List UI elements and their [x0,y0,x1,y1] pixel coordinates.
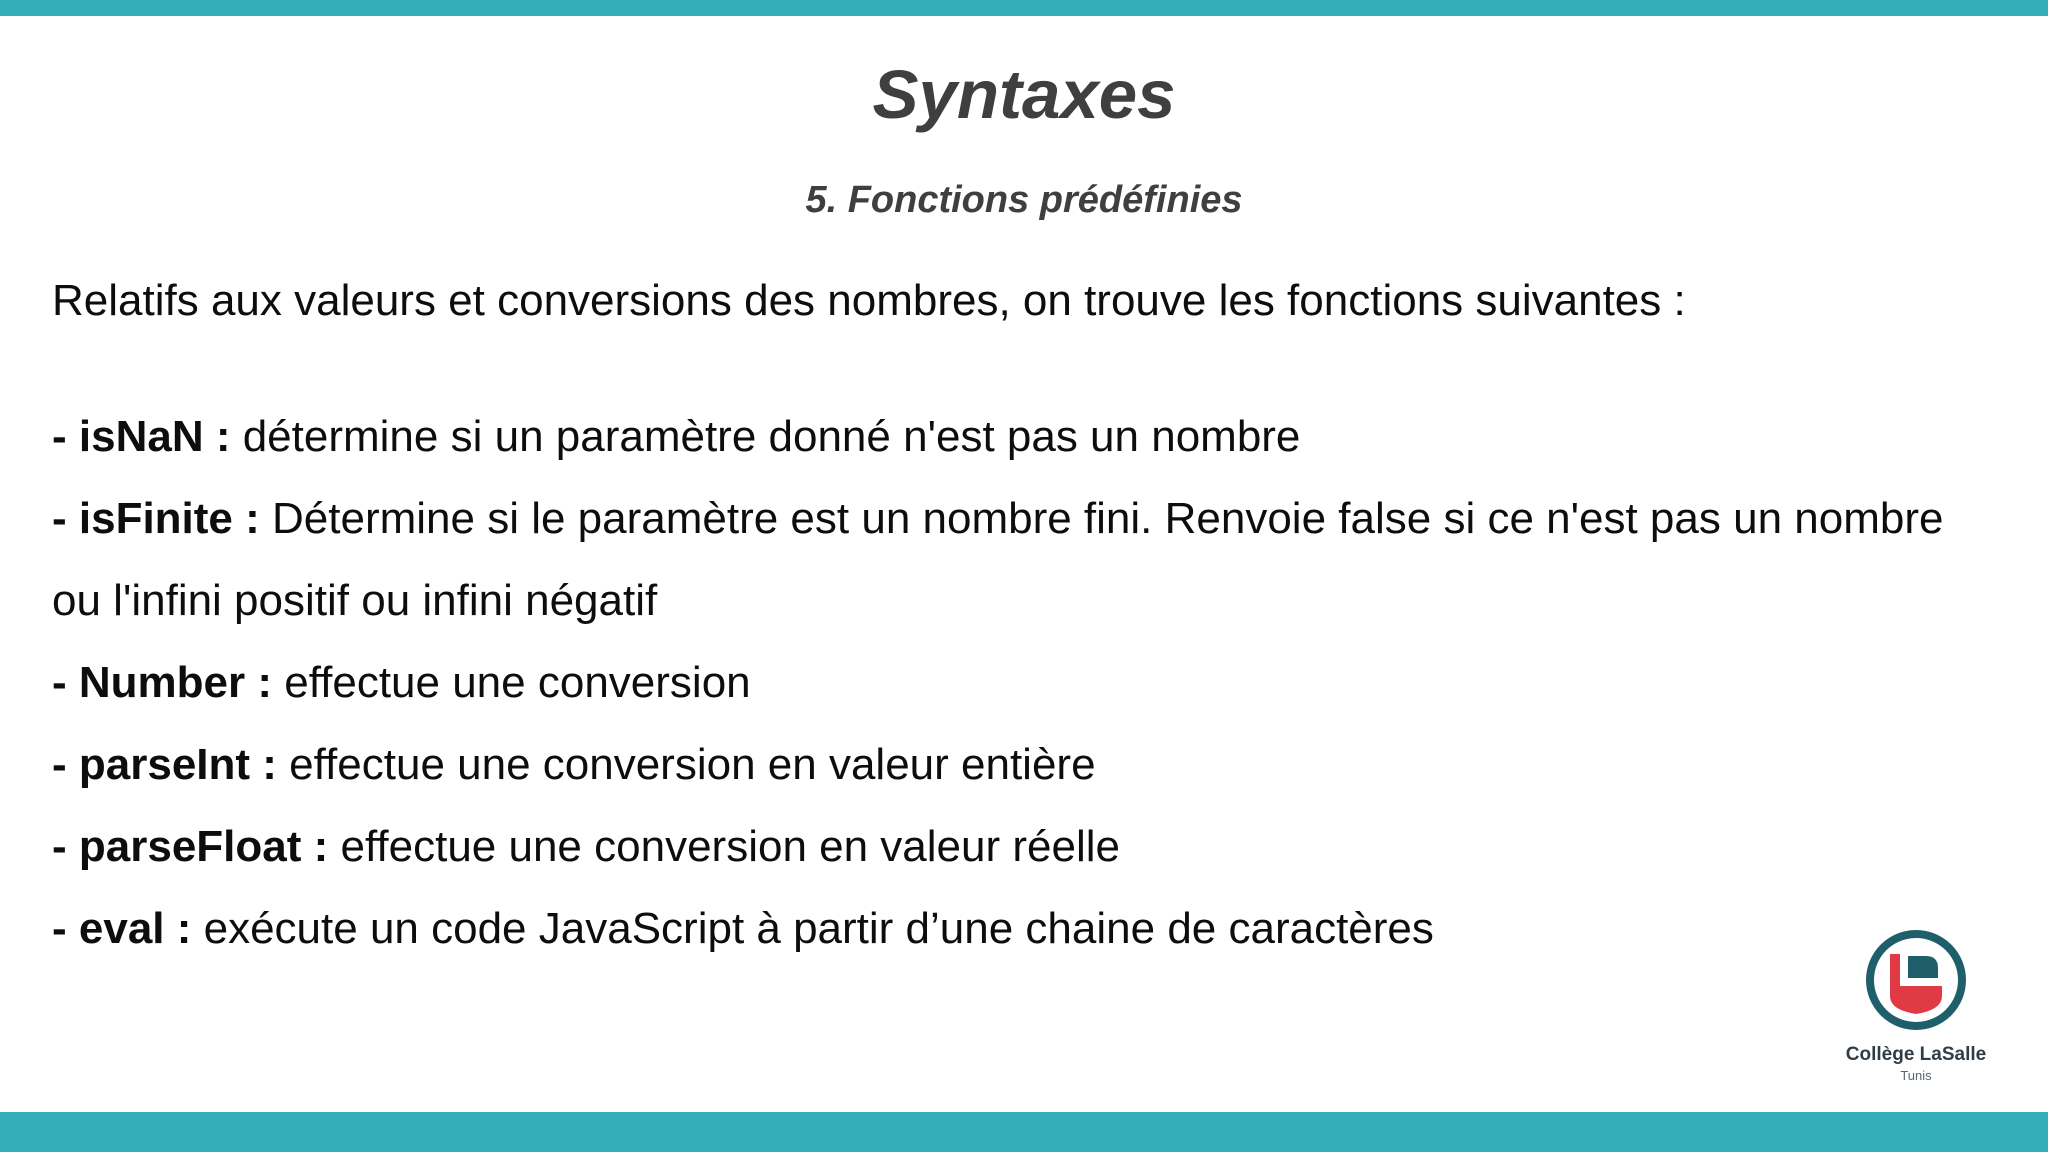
item-description: Détermine si le paramètre est un nombre fini. Renvoie false si ce n'est pas un nombre ou l'infini positif ou infini négatif [52,494,1944,625]
list-item-number [52,642,1952,724]
item-term: - parseFloat : [52,822,329,871]
list-item-parsefloat [52,806,1952,888]
item-term: - isFinite : [52,494,260,543]
bottom-accent-bar [0,1112,2048,1152]
logo-city: Tunis [1900,1068,1932,1083]
item-term: - Number : [52,658,272,707]
item-description: exécute un code JavaScript à partir d’une chaine de caractères [191,904,1434,953]
slide-title: Syntaxes [872,56,1176,133]
slide-subtitle: 5. Fonctions prédéfinies [805,179,1243,221]
list-item-parseint [52,724,1952,806]
list-item-isfinite [52,478,1952,642]
item-description: effectue une conversion [272,658,751,707]
intro-text: Relatifs aux valeurs et conversions des nombres, on trouve les fonctions suivantes : [52,276,1686,325]
top-accent-bar [0,0,2048,16]
college-logo [1836,930,1996,1090]
item-description: effectue une conversion en valeur entière [276,740,1096,789]
college-emblem-icon [1866,930,1966,1036]
list-item-eval [52,888,1952,970]
item-term: - eval : [52,904,192,953]
item-term: - parseInt : [52,740,277,789]
item-description: effectue une conversion en valeur réelle [328,822,1120,871]
list-item-isnan [52,396,1952,478]
slide-body [52,260,1952,970]
item-description: détermine si un paramètre donné n'est pas un nombre [230,412,1301,461]
item-term: - isNaN : [52,412,231,461]
logo-name: Collège LaSalle [1845,1044,1987,1065]
